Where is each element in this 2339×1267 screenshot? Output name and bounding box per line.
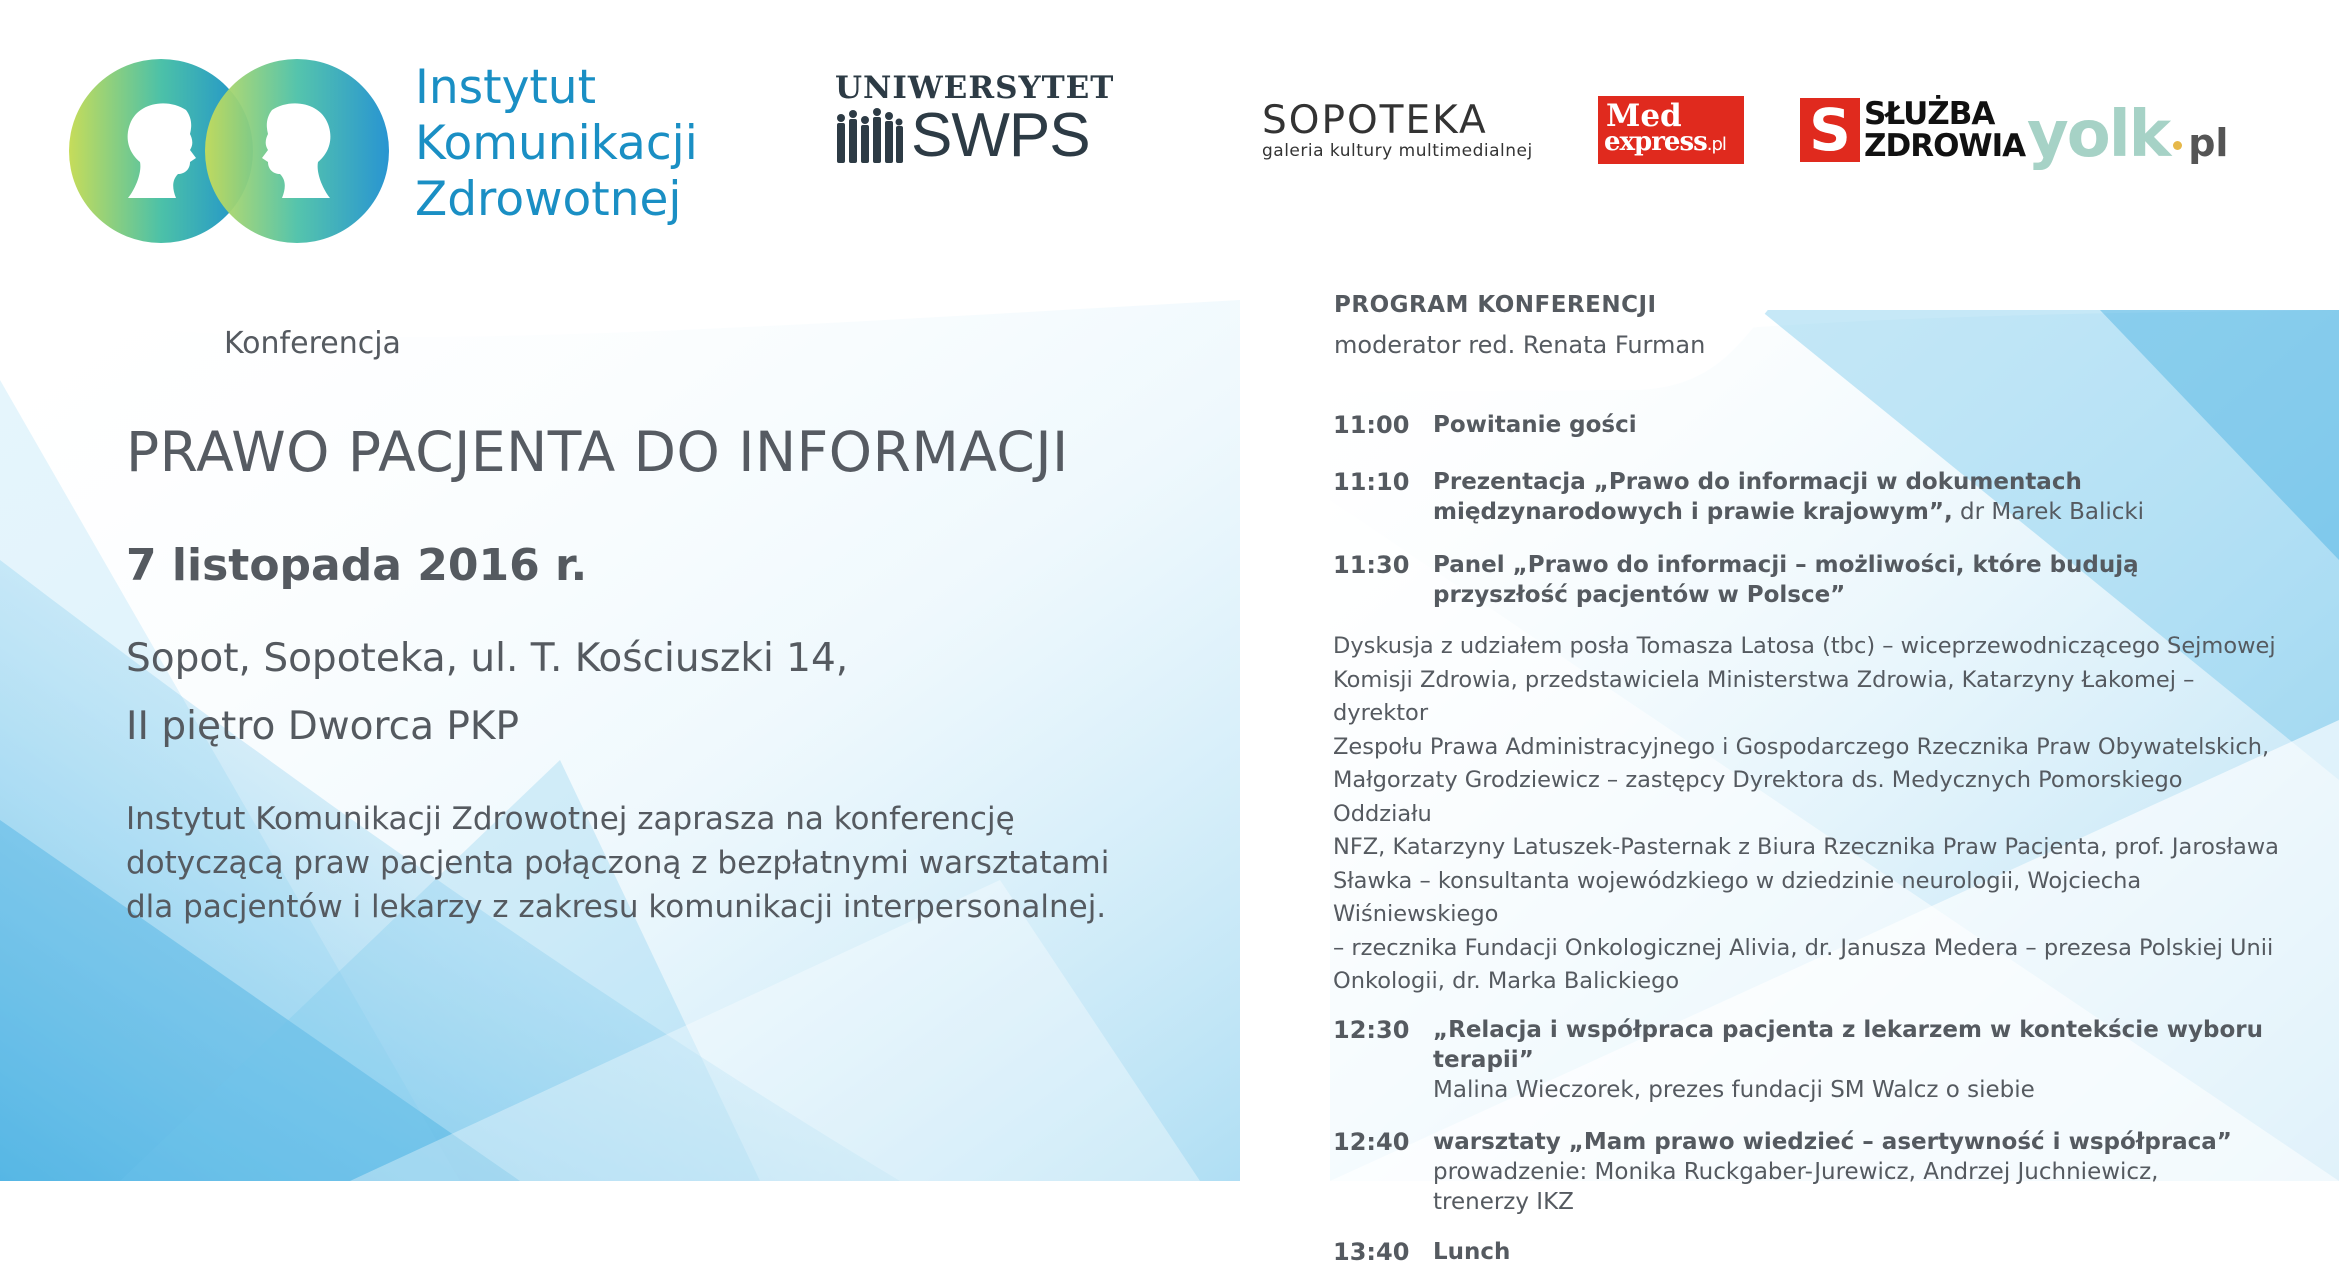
discussion-line: NFZ, Katarzyny Latuszek-Pasternak z Biura Rzecznika Praw Pacjenta, prof. Jarosława <box>1333 834 2279 860</box>
discussion-line: Sławka – konsultanta wojewódzkiego w dziedzinie neurologii, Wojciecha Wiśniewskiego <box>1333 867 2142 927</box>
event-intro <box>126 797 1126 929</box>
program-moderator: moderator red. Renata Furman <box>1334 331 1706 359</box>
event-address-line1: Sopot, Sopoteka, ul. T. Kościuszki 14, <box>126 636 849 681</box>
yolk-word: yolk <box>2027 98 2170 172</box>
agenda-time: 12:40 <box>1333 1127 1410 1156</box>
agenda-title-cont: międzynarodowych i prawie krajowym”, <box>1433 499 1953 525</box>
agenda-time: 13:40 <box>1333 1237 1410 1266</box>
medexpress-line2 <box>1604 127 1726 157</box>
event-address <box>126 625 848 761</box>
agenda-item <box>1333 410 2283 440</box>
agenda-time: 11:10 <box>1333 468 1410 496</box>
ikz-logo-line2: Komunikacji <box>415 116 698 171</box>
ikz-logo-text <box>415 60 698 228</box>
agenda-title: Lunch <box>1433 1238 1511 1265</box>
ikz-logo-line1: Instytut <box>415 60 597 115</box>
program-agenda <box>1333 410 2283 1267</box>
discussion-line: Komisji Zdrowia, przedstawiciela Ministerstwa Zdrowia, Katarzyny Łakomej – dyrektor <box>1333 666 2195 726</box>
swps-logo-top: UNIWERSYTET <box>835 70 1115 106</box>
sopoteka-logo <box>1262 98 1533 161</box>
medexpress-logo <box>1598 96 1744 164</box>
panel-discussion <box>1333 630 2283 999</box>
agenda-time: 11:30 <box>1333 551 1410 579</box>
swps-logo <box>835 70 1115 170</box>
agenda-title: Prezentacja „Prawo do informacji w dokumentach <box>1433 469 2082 495</box>
medexpress-line1: Med <box>1606 98 1682 134</box>
sluzba-zdrowia-mark: S <box>1800 98 1860 162</box>
agenda-title: Powitanie gości <box>1433 412 1637 438</box>
event-intro-line1: Instytut Komunikacji Zdrowotnej zaprasza na konferencję <box>126 801 1015 837</box>
agenda-item <box>1333 1237 2283 1267</box>
discussion-line: Onkologii, dr. Marka Balickiego <box>1333 968 1680 994</box>
event-title: PRAWO PACJENTA DO INFORMACJI <box>126 420 1069 484</box>
event-address-line2: II piętro Dworca PKP <box>126 704 520 749</box>
sluzba-zdrowia-line1: SŁUŻBA <box>1864 96 1995 132</box>
sopoteka-subtitle: galeria kultury multimedialnej <box>1262 141 1533 161</box>
yolk-dot-icon <box>2173 141 2182 150</box>
ikz-logo-mark <box>68 58 390 245</box>
sluzba-zdrowia-logo <box>1800 96 2026 164</box>
agenda-speaker: prowadzenie: Monika Ruckgaber-Jurewicz, Andrzej Juchniewicz, <box>1433 1158 2159 1185</box>
yolk-logo <box>2027 98 2257 178</box>
agenda-speaker: dr Marek Balicki <box>1952 499 2145 525</box>
agenda-speaker-cont: trenerzy IKZ <box>1433 1188 1574 1215</box>
yolk-suffix: pl <box>2188 121 2229 165</box>
discussion-line: – rzecznika Fundacji Onkologicznej Alivia, dr. Janusza Medera – prezesa Polskiej Unii <box>1333 934 2274 961</box>
sopoteka-name: SOPOTEKA <box>1262 98 1488 143</box>
agenda-item <box>1333 1015 2283 1105</box>
discussion-line: Zespołu Prawa Administracyjnego i Gospodarczego Rzecznika Praw Obywatelskich, <box>1333 733 2270 760</box>
people-silhouettes-icon <box>835 104 903 164</box>
event-label: Konferencja <box>224 326 401 361</box>
agenda-title: warsztaty „Mam prawo wiedzieć – asertywność i współpraca” <box>1433 1128 2232 1155</box>
event-intro-line2: dotyczącą praw pacjenta połączoną z bezpłatnymi warsztatami <box>126 845 1110 881</box>
agenda-speaker: Malina Wieczorek, prezes fundacji SM Walcz o siebie <box>1433 1076 2035 1103</box>
discussion-line: Małgorzaty Grodziewicz – zastępcy Dyrektora ds. Medycznych Pomorskiego Oddziału <box>1333 767 2183 827</box>
agenda-item <box>1333 467 2283 527</box>
agenda-time: 11:00 <box>1333 411 1410 439</box>
medexpress-word: express <box>1604 127 1707 157</box>
agenda-title-cont: przyszłość pacjentów w Polsce” <box>1433 582 1846 608</box>
program-heading: PROGRAM KONFERENCJI <box>1334 292 1657 318</box>
medexpress-suffix: .pl <box>1706 134 1726 155</box>
agenda-title: „Relacja i współpraca pacjenta z lekarzem w kontekście wyboru terapii” <box>1433 1016 2264 1073</box>
discussion-line: Dyskusja z udziałem posła Tomasza Latosa (tbc) – wiceprzewodniczącego Sejmowej <box>1333 633 2276 659</box>
event-date: 7 listopada 2016 r. <box>126 540 588 591</box>
agenda-title: Panel „Prawo do informacji – możliwości, które budują <box>1433 552 2139 578</box>
agenda-time: 12:30 <box>1333 1015 1410 1044</box>
event-intro-line3: dla pacjentów i lekarzy z zakresu komunikacji interpersonalnej. <box>126 889 1107 925</box>
agenda-item <box>1333 1127 2283 1217</box>
ikz-logo-line3: Zdrowotnej <box>415 172 682 227</box>
swps-logo-big: SWPS <box>911 101 1090 170</box>
sluzba-zdrowia-line2: ZDROWIA <box>1864 128 2026 164</box>
agenda-item <box>1333 550 2283 610</box>
